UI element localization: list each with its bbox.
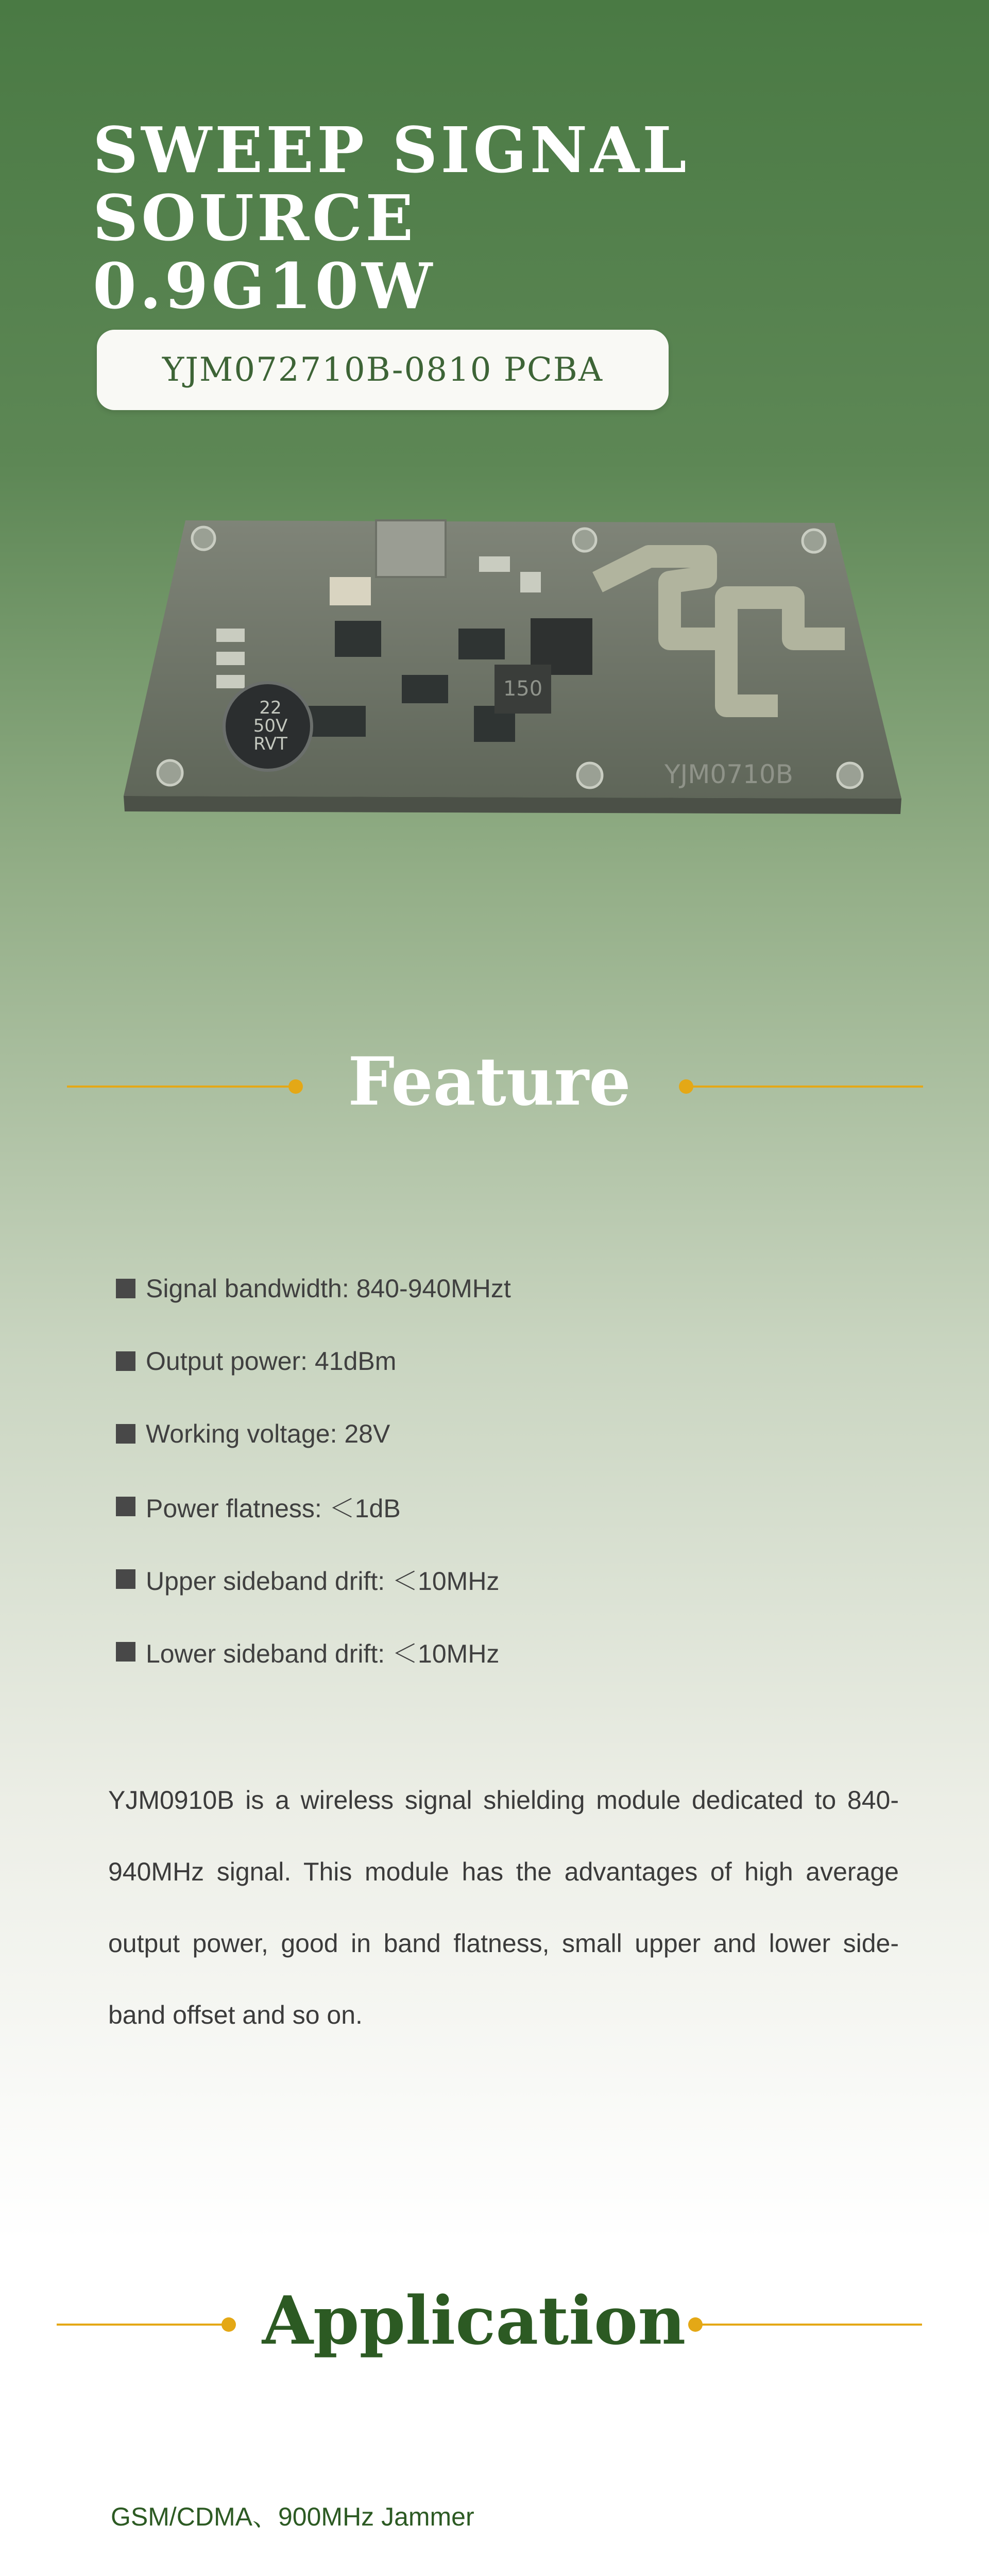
model-badge: YJM072710B-0810 PCBA bbox=[97, 330, 669, 410]
application-heading: Application bbox=[262, 2282, 686, 2360]
smd-component bbox=[304, 706, 366, 737]
product-title bbox=[93, 113, 968, 323]
feature-text: Upper sideband drift: ＜10MHz bbox=[146, 1566, 500, 1596]
product-description: YJM0910B is a wireless signal shielding module dedicated to 840-940MHz signal. This module has the advantages of high average output power, good in band flatness, small upper and lower side-band offset and so on. bbox=[108, 1786, 899, 2029]
mounting-hole bbox=[158, 760, 182, 785]
bullet-square-icon bbox=[116, 1424, 135, 1444]
smd-component bbox=[216, 675, 245, 688]
product-title-line1: SWEEP SIGNAL SOURCE bbox=[93, 113, 690, 255]
mounting-hole bbox=[192, 527, 215, 550]
feature-item bbox=[116, 1470, 889, 1543]
mounting-hole bbox=[838, 763, 862, 788]
bullet-square-icon bbox=[116, 1351, 135, 1371]
feature-item bbox=[116, 1615, 889, 1688]
divider-line-right bbox=[690, 1086, 923, 1088]
divider-dot-left bbox=[288, 1079, 303, 1094]
feature-text: Working voltage: 28V bbox=[146, 1419, 390, 1448]
smd-component bbox=[216, 652, 245, 665]
smd-component bbox=[330, 577, 371, 605]
feature-item bbox=[116, 1543, 889, 1615]
feature-item bbox=[116, 1397, 889, 1470]
bullet-square-icon bbox=[116, 1569, 135, 1589]
product-title-line2: 0.9G10W bbox=[93, 249, 436, 323]
divider-line-right bbox=[701, 2324, 922, 2326]
mounting-hole bbox=[803, 530, 825, 552]
smd-component bbox=[520, 572, 541, 592]
capacitor-marking-3: RVT bbox=[253, 734, 287, 754]
application-text: GSM/CDMA、900MHz Jammer bbox=[111, 2502, 474, 2531]
smd-component bbox=[458, 629, 505, 659]
feature-text: Lower sideband drift: ＜10MHz bbox=[146, 1639, 500, 1668]
feature-text: Output power: 41dBm bbox=[146, 1346, 397, 1376]
inductor-marking: 150 bbox=[503, 677, 543, 701]
feature-item bbox=[116, 1325, 889, 1397]
bullet-square-icon bbox=[116, 1279, 135, 1298]
mounting-hole bbox=[573, 529, 596, 551]
divider-dot-left bbox=[221, 2317, 236, 2332]
smd-component bbox=[402, 675, 448, 703]
feature-text: Power flatness: ＜1dB bbox=[146, 1494, 401, 1523]
feature-heading: Feature bbox=[348, 1043, 631, 1121]
bullet-square-icon bbox=[116, 1642, 135, 1662]
feature-item bbox=[116, 1252, 889, 1325]
pcb-photo bbox=[113, 510, 907, 819]
pcb-edge bbox=[124, 796, 901, 814]
bullet-square-icon bbox=[116, 1497, 135, 1516]
smd-component bbox=[335, 621, 381, 657]
feature-text: Signal bandwidth: 840-940MHzt bbox=[146, 1274, 511, 1303]
shield-can bbox=[376, 520, 446, 577]
smd-component bbox=[216, 629, 245, 642]
smd-component bbox=[479, 556, 510, 572]
capacitor-marking-1: 22 bbox=[259, 698, 282, 718]
divider-line-left bbox=[67, 1086, 298, 1088]
capacitor-marking-2: 50V bbox=[253, 716, 288, 736]
board-label: YJM0710B bbox=[664, 759, 793, 789]
pcb-illustration bbox=[113, 510, 907, 819]
mounting-hole bbox=[577, 763, 602, 788]
divider-line-left bbox=[57, 2324, 232, 2326]
feature-list bbox=[116, 1252, 889, 1688]
